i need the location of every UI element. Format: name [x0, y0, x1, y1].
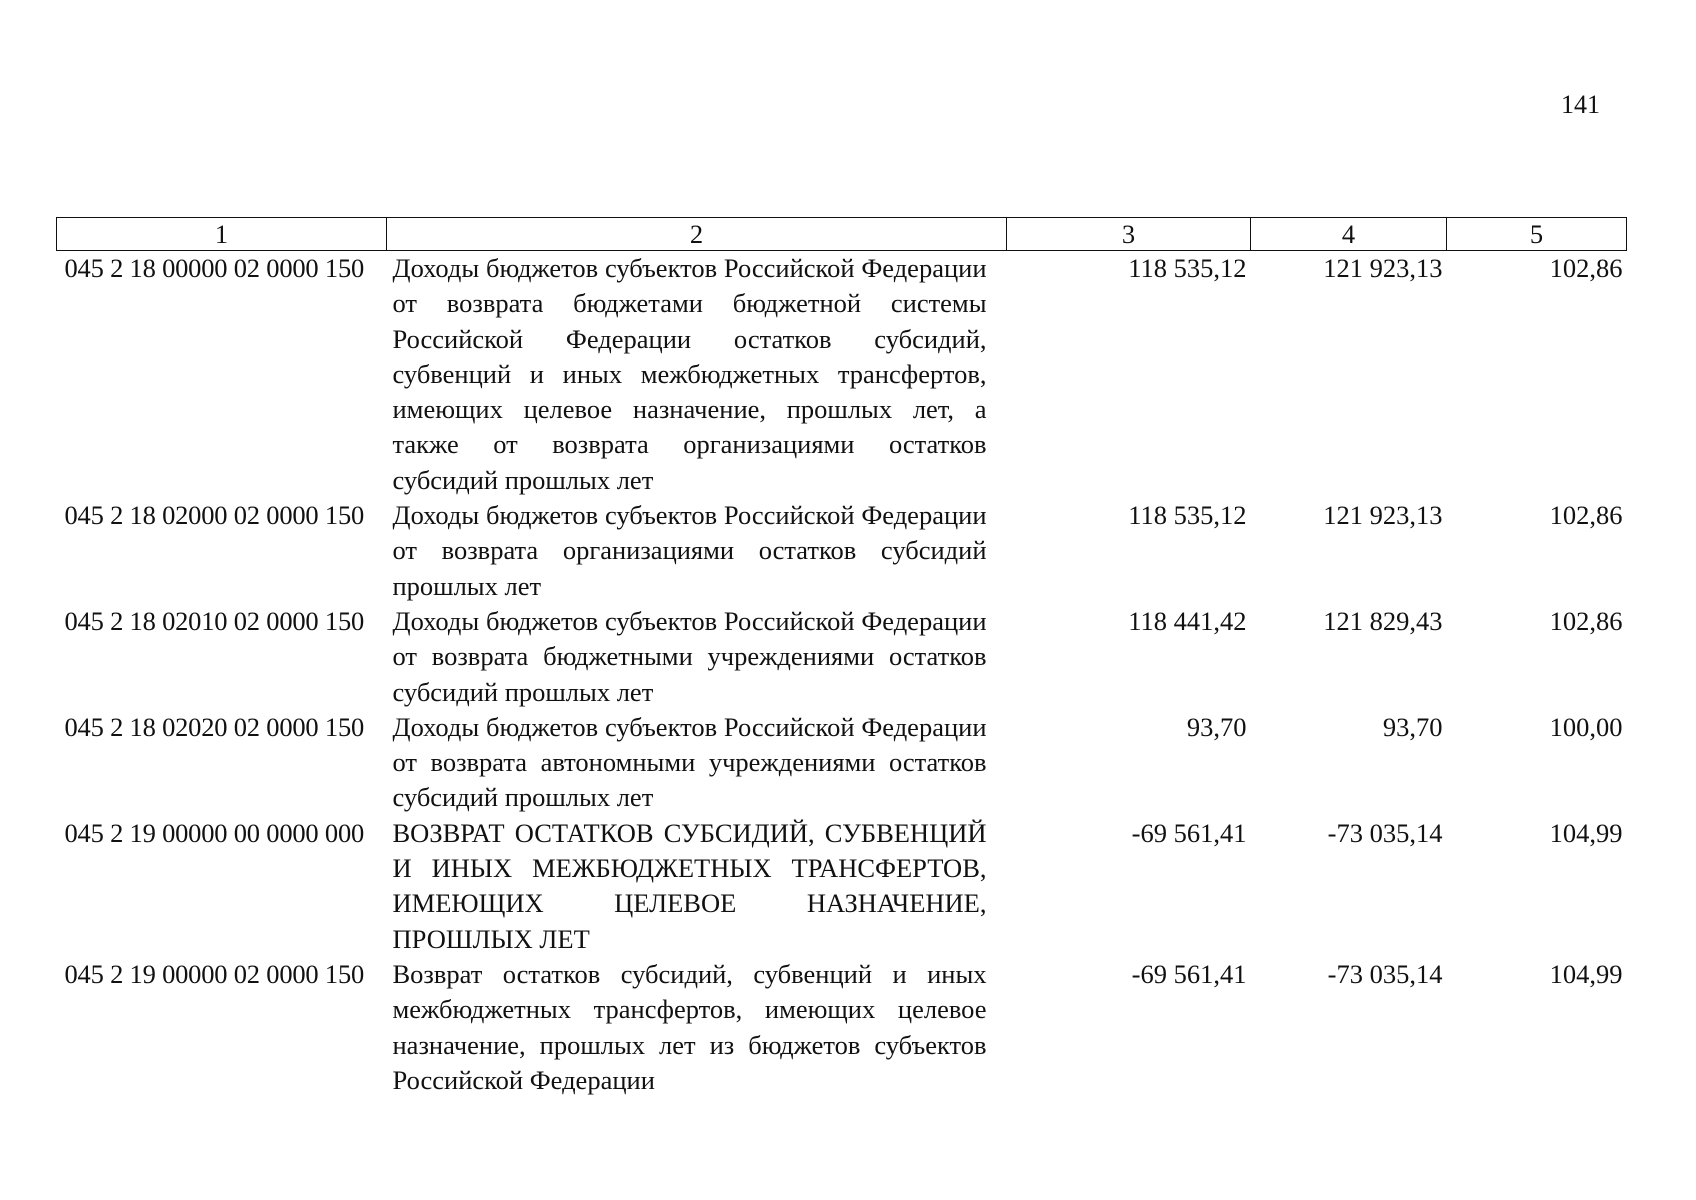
- budget-code-cell: 045 2 19 00000 02 0000 150: [64, 958, 365, 989]
- value-col3-cell: 118 441,42: [1128, 605, 1247, 636]
- table-header: [57, 218, 1627, 251]
- value-col3-cell: 118 535,12: [1128, 253, 1247, 283]
- value-col5-cell: 100,00: [1549, 711, 1623, 742]
- value-col4-cell: -73 035,14: [1327, 958, 1443, 989]
- header-cell-2: 2: [387, 218, 1007, 251]
- item-name-cell: Доходы бюджетов субъектов Российской Федерации от возврата автономными учреждениями остатков субсидий прошлых лет: [392, 711, 987, 813]
- value-col4-cell: 93,70: [1382, 711, 1443, 742]
- table-body: [57, 251, 1627, 1099]
- item-name-cell: Возврат остатков субсидий, субвенций и иных межбюджетных трансфертов, имеющих целевое назначение, прошлых лет из бюджетов субъектов Российской Федерации: [392, 958, 987, 1095]
- header-cell-5: 5: [1447, 218, 1627, 251]
- budget-code-cell: 045 2 18 02010 02 0000 150: [64, 605, 365, 636]
- table-row: [57, 604, 1627, 710]
- item-name-cell: Доходы бюджетов субъектов Российской Федерации от возврата организациями остатков субсидий прошлых лет: [392, 500, 987, 601]
- table-row: [57, 710, 1627, 816]
- table-row: [57, 498, 1627, 604]
- header-cell-3: 3: [1007, 218, 1251, 251]
- item-name-cell: ВОЗВРАТ ОСТАТКОВ СУБСИДИЙ, СУБВЕНЦИЙ И ИНЫХ МЕЖБЮДЖЕТНЫХ ТРАНСФЕРТОВ, ИМЕЮЩИХ ЦЕЛЕВОЕ НАЗНАЧЕНИЕ, ПРОШЛЫХ ЛЕТ: [392, 817, 987, 954]
- item-name-cell: Доходы бюджетов субъектов Российской Федерации от возврата бюджетами бюджетной системы Российской Федерации остатков субсидий, субвенций и иных межбюджетных трансфертов, имеющих целевое назначение, прошлых лет, а также от возврата организациями остатков субсидий прошлых лет: [392, 253, 987, 495]
- table-row: [57, 816, 1627, 957]
- value-col5-cell: 102,86: [1549, 500, 1623, 531]
- budget-table: [56, 217, 1627, 1098]
- budget-code-cell: 045 2 18 02020 02 0000 150: [64, 711, 365, 742]
- page-number: 141: [1561, 90, 1600, 119]
- table-row: [57, 251, 1627, 499]
- value-col3-cell: -69 561,41: [1131, 817, 1247, 848]
- value-col4-cell: 121 829,43: [1323, 605, 1443, 636]
- value-col5-cell: 102,86: [1549, 253, 1623, 283]
- table-row: [57, 957, 1627, 1098]
- header-row: [57, 218, 1627, 251]
- value-col5-cell: 102,86: [1549, 605, 1623, 636]
- budget-code-cell: 045 2 18 02000 02 0000 150: [64, 500, 365, 531]
- value-col4-cell: -73 035,14: [1327, 817, 1443, 848]
- header-cell-1: 1: [57, 218, 387, 251]
- item-name-cell: Доходы бюджетов субъектов Российской Федерации от возврата бюджетными учреждениями остатков субсидий прошлых лет: [392, 605, 987, 707]
- value-col3-cell: 93,70: [1186, 711, 1247, 742]
- budget-code-cell: 045 2 18 00000 02 0000 150: [64, 253, 365, 283]
- value-col4-cell: 121 923,13: [1323, 500, 1443, 531]
- value-col5-cell: 104,99: [1549, 817, 1623, 848]
- value-col3-cell: 118 535,12: [1128, 500, 1247, 531]
- value-col4-cell: 121 923,13: [1323, 253, 1443, 283]
- budget-code-cell: 045 2 19 00000 00 0000 000: [64, 817, 365, 848]
- value-col5-cell: 104,99: [1549, 958, 1623, 989]
- header-cell-4: 4: [1251, 218, 1447, 251]
- value-col3-cell: -69 561,41: [1131, 958, 1247, 989]
